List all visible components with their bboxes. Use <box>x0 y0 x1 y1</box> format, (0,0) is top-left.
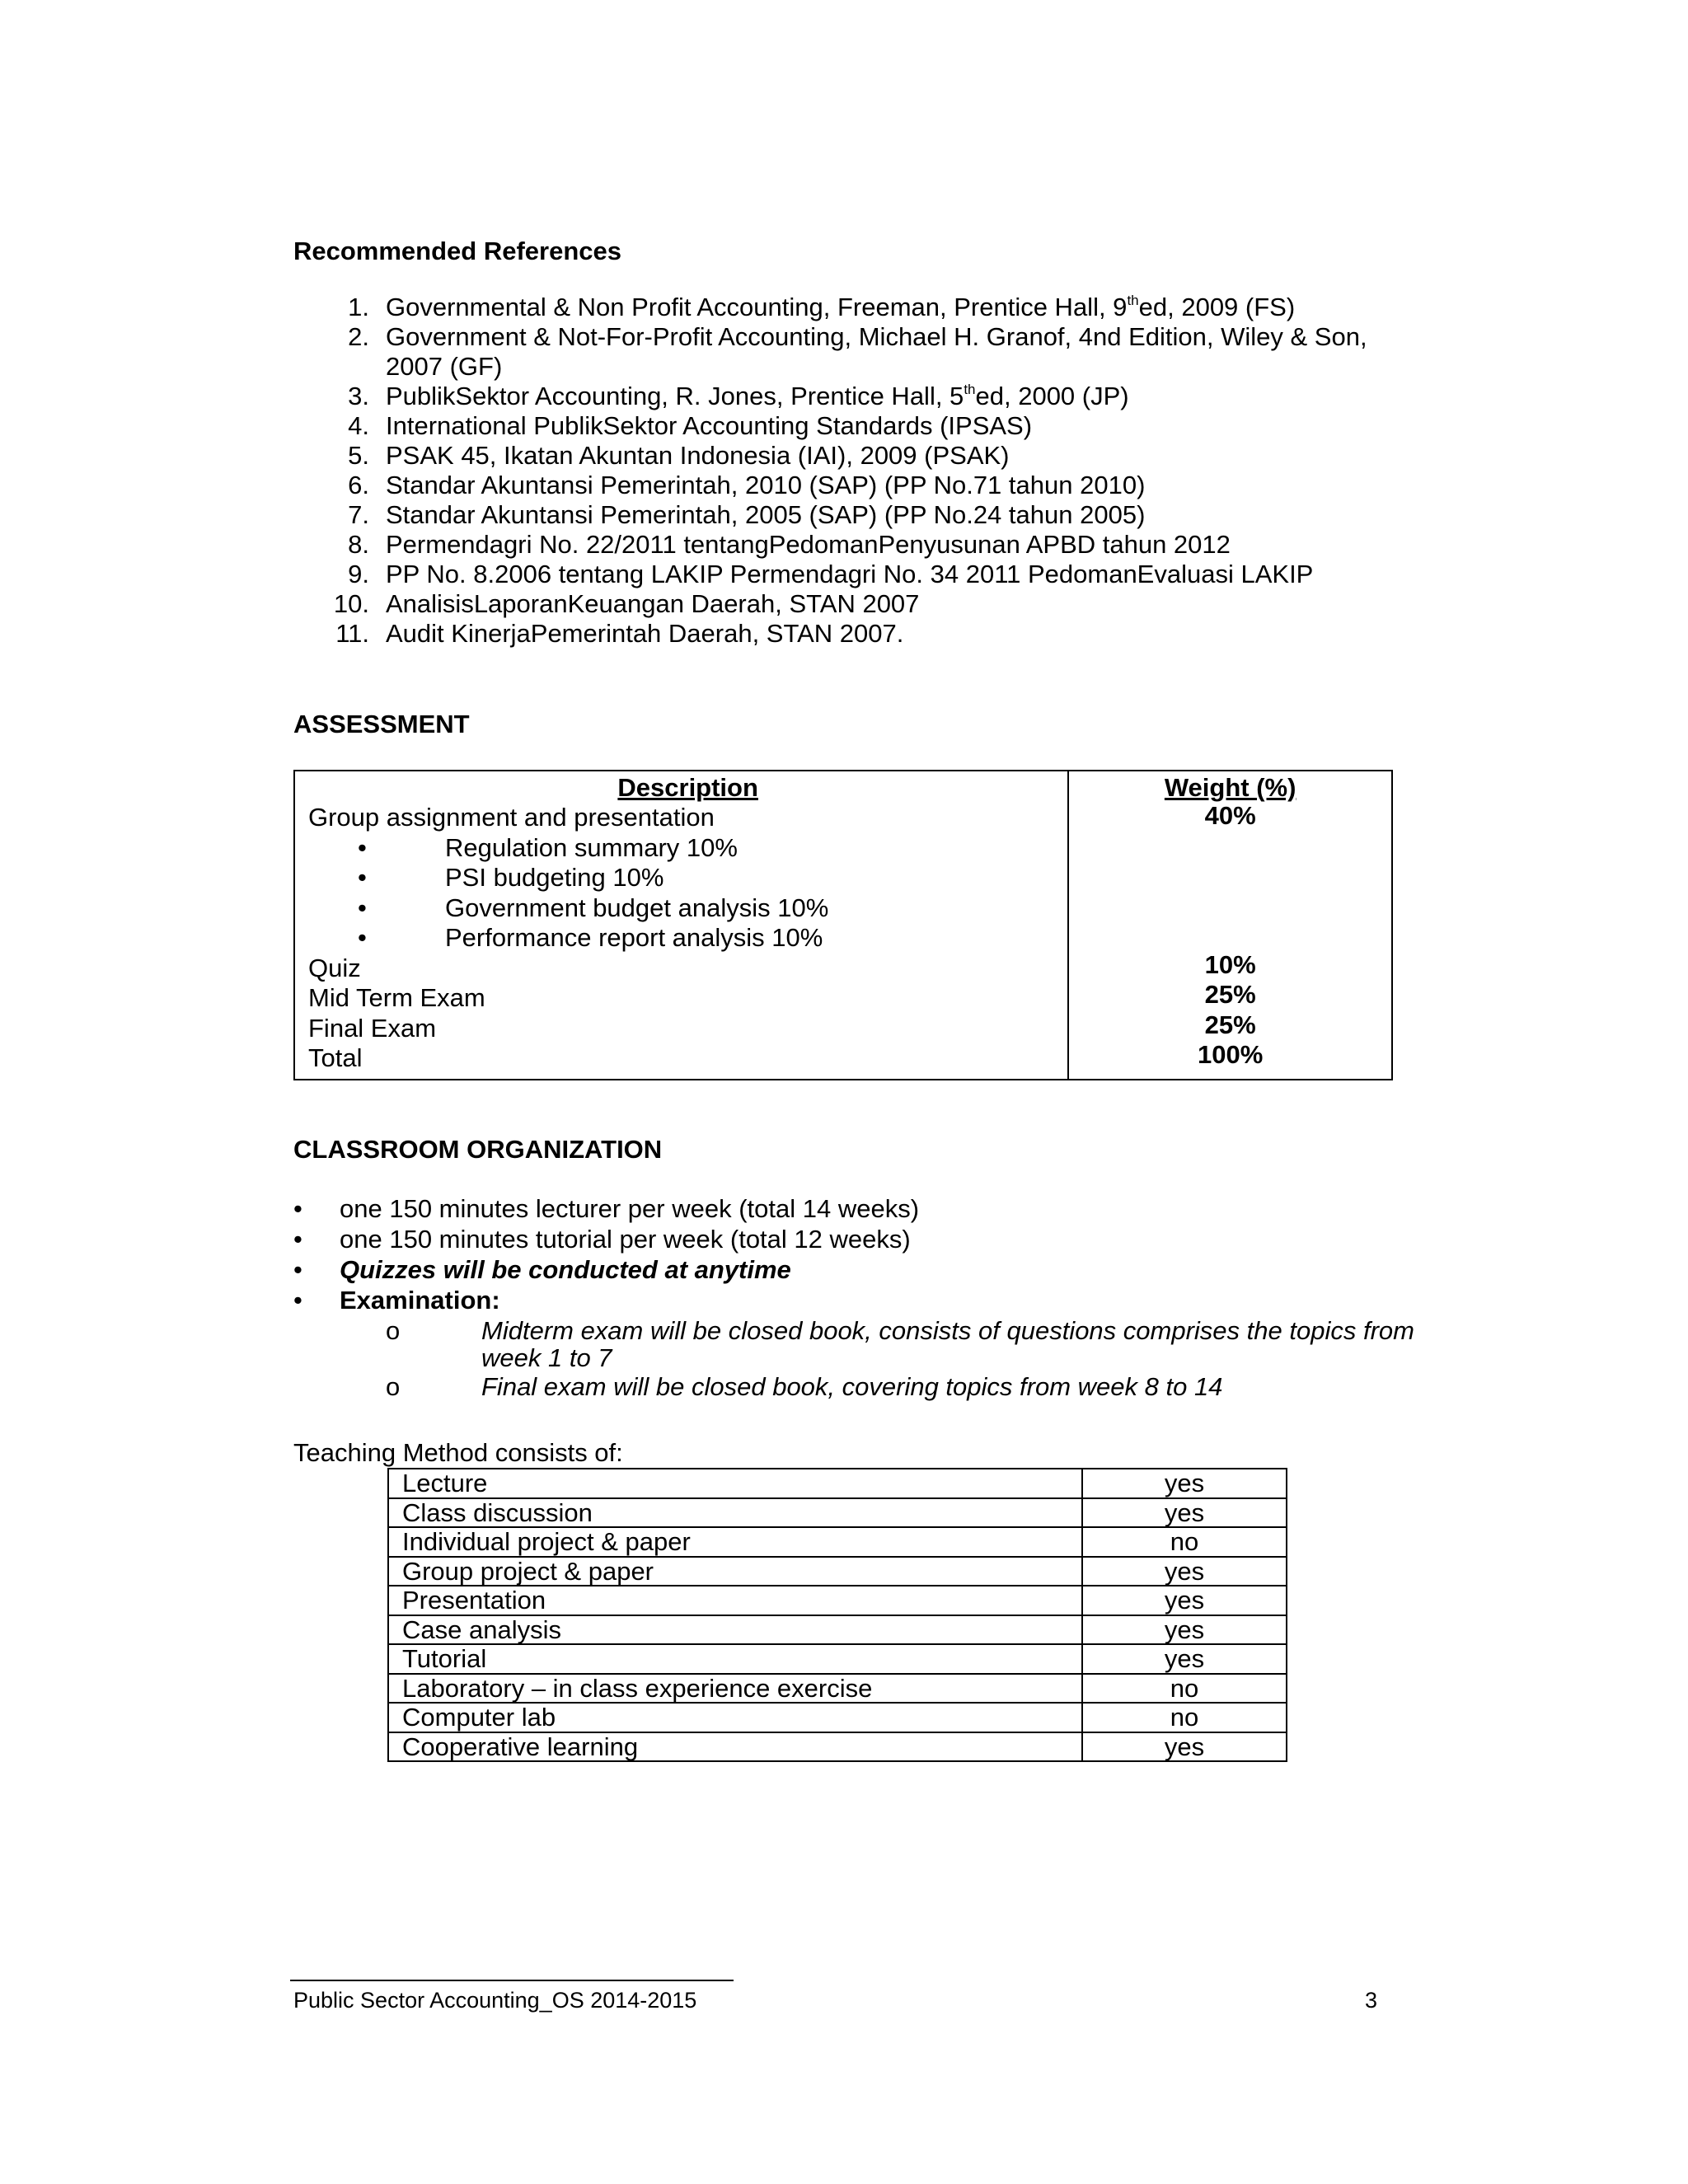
list-item: • Examination: <box>293 1286 500 1315</box>
total-label: Total <box>308 1043 363 1072</box>
teaching-method-table <box>387 1468 1287 1762</box>
quiz-weight: 10% <box>1204 949 1256 979</box>
assessment-title: ASSESSMENT <box>293 710 470 738</box>
table-row: Cooperative learning yes <box>388 1732 1287 1762</box>
bullet-icon: • <box>358 893 367 922</box>
table-row: Lecture yes <box>388 1469 1287 1498</box>
list-item: • Quizzes will be conducted at anytime <box>293 1255 791 1284</box>
page-number: 3 <box>1365 1988 1378 2013</box>
reference-item: 7. Standar Akuntansi Pemerintah, 2005 (SAP) (PP No.24 tahun 2005) <box>348 500 1146 529</box>
table-row: Individual project & paper no <box>388 1527 1287 1557</box>
table-row: Computer lab no <box>388 1703 1287 1732</box>
classroom-title: CLASSROOM ORGANIZATION <box>293 1135 663 1164</box>
list-item: • Performance report analysis 10% <box>308 923 1067 954</box>
reference-item: 10. AnalisisLaporanKeuangan Daerah, STAN 2007 <box>333 589 920 618</box>
table-row: Group project & paper yes <box>388 1557 1287 1586</box>
list-item: • Regulation summary 10% <box>308 833 1067 864</box>
group-weight: 40% <box>1204 801 1256 830</box>
list-item: o Final exam will be closed book, covering topics from week 8 to 14 <box>293 1373 1414 1400</box>
bullet-icon: • <box>358 832 367 862</box>
reference-item: 9. PP No. 8.2006 tentang LAKIP Permendagri No. 34 2011 PedomanEvaluasi LAKIP <box>348 560 1314 588</box>
bullet-icon: • <box>358 863 367 892</box>
bullet-icon: • <box>293 1225 302 1254</box>
bullet-icon: • <box>293 1194 302 1223</box>
quiz-label: Quiz <box>308 953 361 982</box>
classroom-list <box>293 1193 1414 1400</box>
list-item: • Government budget analysis 10% <box>308 893 1067 924</box>
list-item: • one 150 minutes lecturer per week (total 14 weeks) <box>293 1194 920 1223</box>
reference-item: 1. Governmental & Non Profit Accounting, Freeman, Prentice Hall, 9thed, 2009 (FS) <box>348 292 1296 321</box>
list-item: • PSI budgeting 10% <box>308 863 1067 893</box>
midterm-label: Mid Term Exam <box>308 983 485 1012</box>
exam-details-list <box>293 1317 1414 1400</box>
table-row: Presentation yes <box>388 1586 1287 1615</box>
reference-item: 4. International PublikSektor Accounting Standards (IPSAS) <box>348 411 1033 440</box>
reference-item: 2. Government & Not-For-Profit Accounting, Michael H. Granof, 4nd Edition, Wiley & Son, 2007 (GF) <box>348 322 1367 381</box>
final-exam-label: Final Exam <box>308 1013 437 1043</box>
table-row: Tutorial yes <box>388 1644 1287 1674</box>
reference-item: 3. PublikSektor Accounting, R. Jones, Prentice Hall, 5thed, 2000 (JP) <box>348 381 1129 410</box>
header-description: Description <box>617 773 758 802</box>
teaching-intro: Teaching Method consists of: <box>293 1438 623 1467</box>
bullet-icon: • <box>358 923 367 952</box>
assessment-description-cell <box>294 771 1068 1080</box>
footer-text: Public Sector Accounting_OS 2014-2015 <box>293 1988 697 2013</box>
circle-bullet-icon: o <box>386 1372 401 1401</box>
total-weight: 100% <box>1198 1040 1264 1069</box>
assessment-table <box>293 770 1393 1080</box>
reference-item: 11. Audit KinerjaPemerintah Daerah, STAN 2007. <box>335 619 904 648</box>
midterm-weight: 25% <box>1204 980 1256 1009</box>
circle-bullet-icon: o <box>386 1316 401 1345</box>
bullet-icon: • <box>293 1255 302 1284</box>
header-weight: Weight (%) <box>1164 773 1296 802</box>
group-assignment-label: Group assignment and presentation <box>308 803 715 832</box>
table-row: Case analysis yes <box>388 1615 1287 1645</box>
final-exam-weight: 25% <box>1204 1010 1256 1039</box>
list-item: • one 150 minutes tutorial per week (total 12 weeks) <box>293 1225 911 1254</box>
references-title: Recommended References <box>293 237 621 265</box>
reference-item: 6. Standar Akuntansi Pemerintah, 2010 (SAP) (PP No.71 tahun 2010) <box>348 471 1146 499</box>
assessment-weight-cell <box>1068 771 1392 1080</box>
references-list <box>293 293 1398 649</box>
reference-item: 8. Permendagri No. 22/2011 tentangPedomanPenyusunan APBD tahun 2012 <box>348 530 1231 559</box>
table-row: Laboratory – in class experience exercise no <box>388 1674 1287 1704</box>
table-row <box>294 771 1392 1080</box>
footer-divider <box>290 1980 734 1981</box>
bullet-icon: • <box>293 1286 302 1315</box>
reference-item: 5. PSAK 45, Ikatan Akuntan Indonesia (IAI), 2009 (PSAK) <box>348 441 1010 470</box>
list-item: o Midterm exam will be closed book, consists of questions comprises the topics from week 1 to 7 <box>293 1317 1414 1371</box>
table-row: Class discussion yes <box>388 1498 1287 1528</box>
